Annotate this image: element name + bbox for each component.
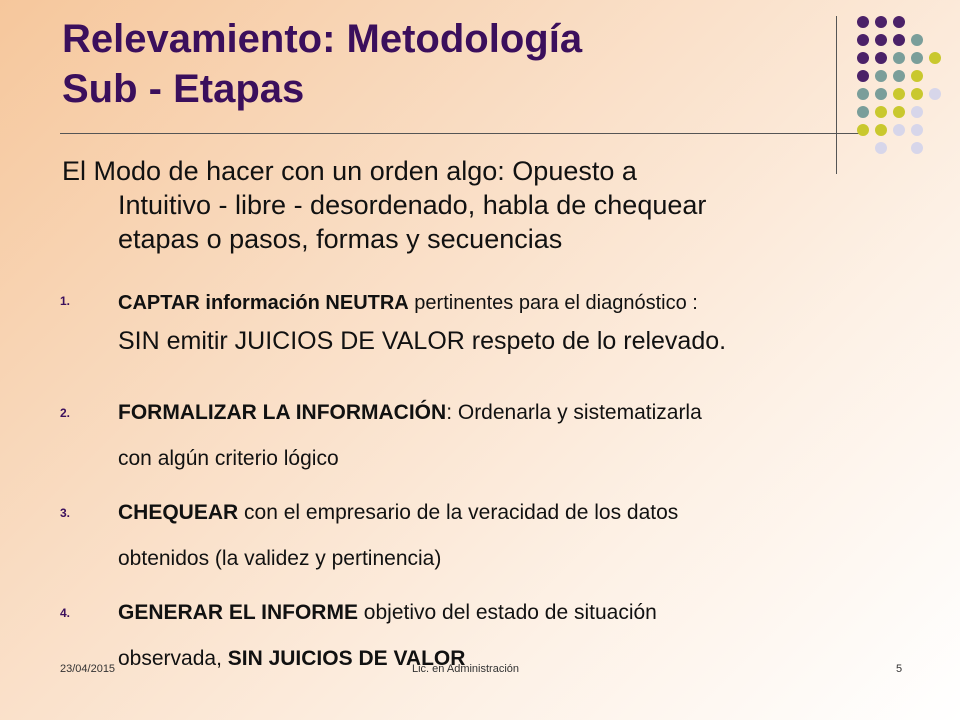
list-number: 4. bbox=[60, 606, 71, 620]
item-keyword: FORMALIZAR LA INFORMACIÓN bbox=[118, 401, 447, 424]
dot bbox=[911, 142, 923, 154]
item-text: pertinentes para el diagnóstico : bbox=[408, 292, 698, 314]
dot bbox=[893, 106, 905, 118]
intro-paragraph bbox=[62, 154, 892, 256]
item-line-2: observada, bbox=[118, 647, 228, 670]
list-item-text bbox=[118, 498, 878, 574]
dot bbox=[893, 88, 905, 100]
dot bbox=[875, 88, 887, 100]
dot bbox=[857, 70, 869, 82]
dot bbox=[857, 106, 869, 118]
list-number: 3. bbox=[60, 506, 71, 520]
item-line-2-keyword: SIN JUICIOS DE VALOR bbox=[227, 647, 466, 670]
vertical-divider bbox=[836, 16, 837, 174]
item-keyword: GENERAR EL INFORME bbox=[118, 601, 358, 624]
dot bbox=[893, 52, 905, 64]
dot bbox=[875, 124, 887, 136]
dot bbox=[893, 16, 905, 28]
title-line-2: Sub - Etapas bbox=[62, 67, 305, 111]
item-line-2: con algún criterio lógico bbox=[118, 447, 339, 470]
item-keyword: CHEQUEAR bbox=[118, 501, 239, 524]
dot bbox=[875, 70, 887, 82]
item-keyword: CAPTAR información NEUTRA bbox=[118, 292, 409, 314]
dot bbox=[893, 70, 905, 82]
dot bbox=[857, 34, 869, 46]
item-line-2: obtenidos (la validez y pertinencia) bbox=[118, 547, 442, 570]
dot bbox=[857, 16, 869, 28]
dot bbox=[929, 88, 941, 100]
list-item-text bbox=[118, 288, 878, 358]
dot bbox=[875, 16, 887, 28]
dot bbox=[857, 52, 869, 64]
intro-line-1: El Modo de hacer con un orden algo: Opuesto a bbox=[62, 156, 637, 186]
title-divider bbox=[60, 133, 865, 134]
dot bbox=[857, 88, 869, 100]
dot bbox=[875, 142, 887, 154]
list-number: 2. bbox=[60, 406, 71, 420]
dot bbox=[875, 106, 887, 118]
dot bbox=[911, 70, 923, 82]
item-line-2: SIN emitir JUICIOS DE VALOR respeto de lo relevado. bbox=[118, 327, 727, 355]
footer-date: 23/04/2015 bbox=[60, 663, 116, 675]
dot bbox=[893, 124, 905, 136]
item-text: objetivo del estado de situación bbox=[357, 601, 657, 624]
item-text: : Ordenarla y sistematizarla bbox=[446, 401, 702, 424]
list-number: 1. bbox=[60, 294, 71, 308]
footer-page-number: 5 bbox=[896, 663, 903, 675]
dot bbox=[875, 52, 887, 64]
slide-title bbox=[62, 14, 802, 114]
dot bbox=[875, 34, 887, 46]
dot bbox=[911, 88, 923, 100]
dot bbox=[911, 34, 923, 46]
dot bbox=[911, 124, 923, 136]
dot bbox=[911, 106, 923, 118]
list-item-text bbox=[118, 398, 878, 474]
dot bbox=[911, 52, 923, 64]
intro-line-2: Intuitivo - libre - desordenado, habla de chequear bbox=[118, 190, 707, 220]
item-text: con el empresario de la veracidad de los datos bbox=[238, 501, 679, 524]
footer-center-text: Lic. en Administración bbox=[412, 663, 519, 675]
intro-line-3: etapas o pasos, formas y secuencias bbox=[118, 224, 563, 254]
title-line-1: Relevamiento: Metodología bbox=[62, 17, 583, 61]
dot bbox=[929, 52, 941, 64]
dot bbox=[857, 124, 869, 136]
dot bbox=[893, 34, 905, 46]
